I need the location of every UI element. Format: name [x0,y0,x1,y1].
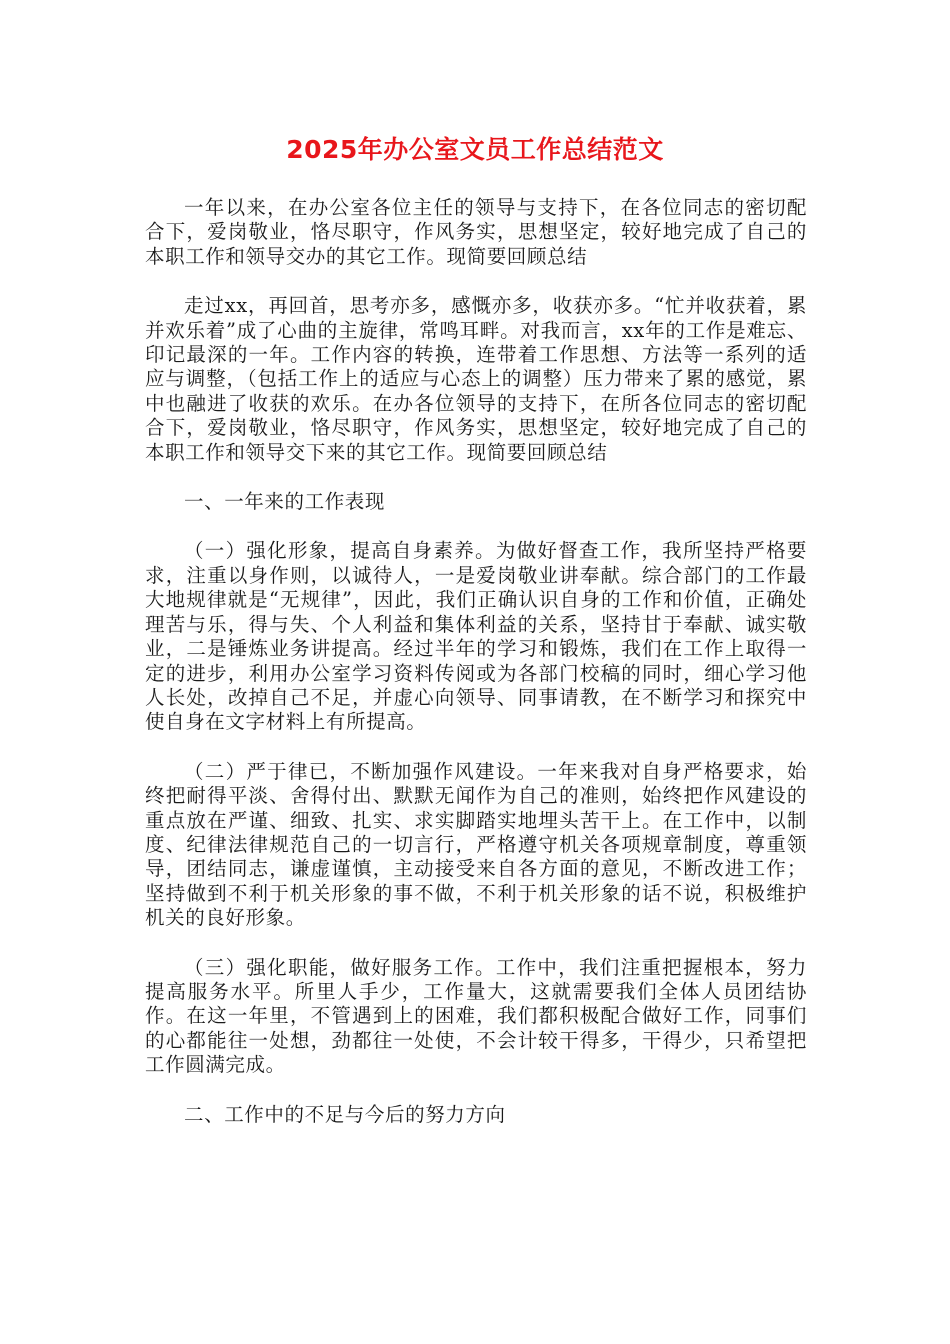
paragraph-review: 走过xx，再回首，思考亦多，感慨亦多，收获亦多。“忙并收获着，累并欢乐着”成了心曲的主旋律，常鸣耳畔。对我而言，xx年的工作是难忘、印记最深的一年。工作内容的转换，连带着工作思想、方法等一系列的适应与调整，（包括工作上的适应与心态上的调整）压力带来了累的感觉，累中也融进了收获的欢乐。在办各位领导的支持下，在所各位同志的密切配合下，爱岗敬业，恪尽职守，作风务实，思想坚定，较好地完成了自己的本职工作和领导交下来的其它工作。现简要回顾总结 [145,294,807,464]
paragraph-intro: 一年以来，在办公室各位主任的领导与支持下，在各位同志的密切配合下，爱岗敬业，恪尽职守，作风务实，思想坚定，较好地完成了自己的本职工作和领导交办的其它工作。现简要回顾总结 [145,196,807,268]
section-heading-shortcomings: 二、工作中的不足与今后的努力方向 [184,1102,506,1126]
document-body [145,196,807,1152]
paragraph-self-discipline: （二）严于律已，不断加强作风建设。一年来我对自身严格要求，始终把耐得平淡、舍得付出、默默无闻作为自己的准则，始终把作风建设的重点放在严谨、细致、扎实、求实脚踏实地埋头苦干上。在工作中，以制度、纪律法律规范自己的一切言行，严格遵守机关各项规章制度，尊重领导，团结同志，谦虚谨慎，主动接受来自各方面的意见，不断改进工作；坚持做到不利于机关形象的事不做，不利于机关形象的话不说，积极维护机关的良好形象。 [145,759,807,930]
document-title: 2025年办公室文员工作总结范文 [286,135,664,164]
section-heading-work-performance: 一、一年来的工作表现 [184,490,386,514]
paragraph-image-quality: （一）强化形象，提高自身素养。为做好督查工作，我所坚持严格要求，注重以身作则，以诚待人，一是爱岗敬业讲奉献。综合部门的工作最大地规律就是“无规律”，因此，我们正确认识自身的工作和价值，正确处理苦与乐，得与失、个人利益和集体利益的关系，坚持甘于奉献、诚实敬业，二是锤炼业务讲提高。经过半年的学习和锻炼，我们在工作上取得一定的进步，利用办公室学习资料传阅或为各部门校稿的同时，细心学习他人长处，改掉自己不足，并虚心向领导、同事请教，在不断学习和探究中使自身在文字材料上有所提高。 [145,539,807,734]
paragraph-service-work: （三）强化职能，做好服务工作。工作中，我们注重把握根本，努力提高服务水平。所里人手少，工作量大，这就需要我们全体人员团结协作。在这一年里，不管遇到上的困难，我们都积极配合做好工作，同事们的心都能往一处想，劲都往一处使，不会计较干得多，干得少，只希望把工作圆满完成。 [145,955,807,1077]
